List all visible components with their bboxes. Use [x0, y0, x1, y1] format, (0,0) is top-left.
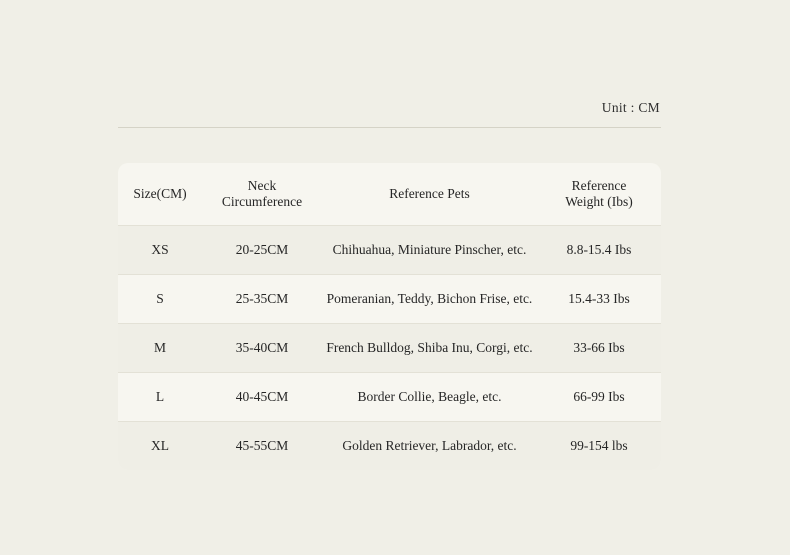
column-header-size-line-1: Size(CM) [133, 185, 187, 201]
cell-neck: 45-55CM [202, 422, 322, 471]
cell-neck: 35-40CM [202, 324, 322, 373]
column-header-weight-line-2: Weight (Ibs) [565, 194, 633, 209]
column-header-pets-line-1: Reference Pets [389, 185, 470, 201]
cell-pets: Golden Retriever, Labrador, etc. [322, 422, 537, 471]
column-header-neck-line-2: Circumference [221, 194, 303, 209]
table-row [118, 275, 661, 324]
column-header-size [118, 163, 202, 226]
size-table [118, 163, 661, 470]
header-divider [118, 127, 661, 128]
cell-weight: 33-66 Ibs [537, 324, 661, 373]
column-header-weight-line-1: Reference [571, 177, 627, 193]
cell-pets: French Bulldog, Shiba Inu, Corgi, etc. [322, 324, 537, 373]
unit-label: Unit : CM [601, 100, 660, 115]
cell-neck: 20-25CM [202, 226, 322, 275]
column-header-neck-circumference [202, 163, 322, 226]
cell-neck: 40-45CM [202, 373, 322, 422]
cell-weight: 66-99 Ibs [537, 373, 661, 422]
column-header-reference-pets [322, 163, 537, 226]
column-header-neck-line-1: Neck [247, 177, 277, 193]
cell-neck: 25-35CM [202, 275, 322, 324]
table-header [118, 163, 661, 226]
table-body [118, 226, 661, 471]
table-row [118, 422, 661, 471]
cell-size: L [118, 373, 202, 422]
cell-pets: Pomeranian, Teddy, Bichon Frise, etc. [322, 275, 537, 324]
cell-weight: 8.8-15.4 Ibs [537, 226, 661, 275]
cell-weight: 15.4-33 Ibs [537, 275, 661, 324]
cell-pets: Border Collie, Beagle, etc. [322, 373, 537, 422]
column-header-reference-weight [537, 163, 661, 226]
table-header-row [118, 163, 661, 226]
cell-size: XS [118, 226, 202, 275]
cell-pets: Chihuahua, Miniature Pinscher, etc. [322, 226, 537, 275]
size-table-container [118, 163, 661, 470]
table-row [118, 324, 661, 373]
table-row [118, 226, 661, 275]
cell-size: XL [118, 422, 202, 471]
cell-size: S [118, 275, 202, 324]
cell-size: M [118, 324, 202, 373]
cell-weight: 99-154 lbs [537, 422, 661, 471]
table-row [118, 373, 661, 422]
